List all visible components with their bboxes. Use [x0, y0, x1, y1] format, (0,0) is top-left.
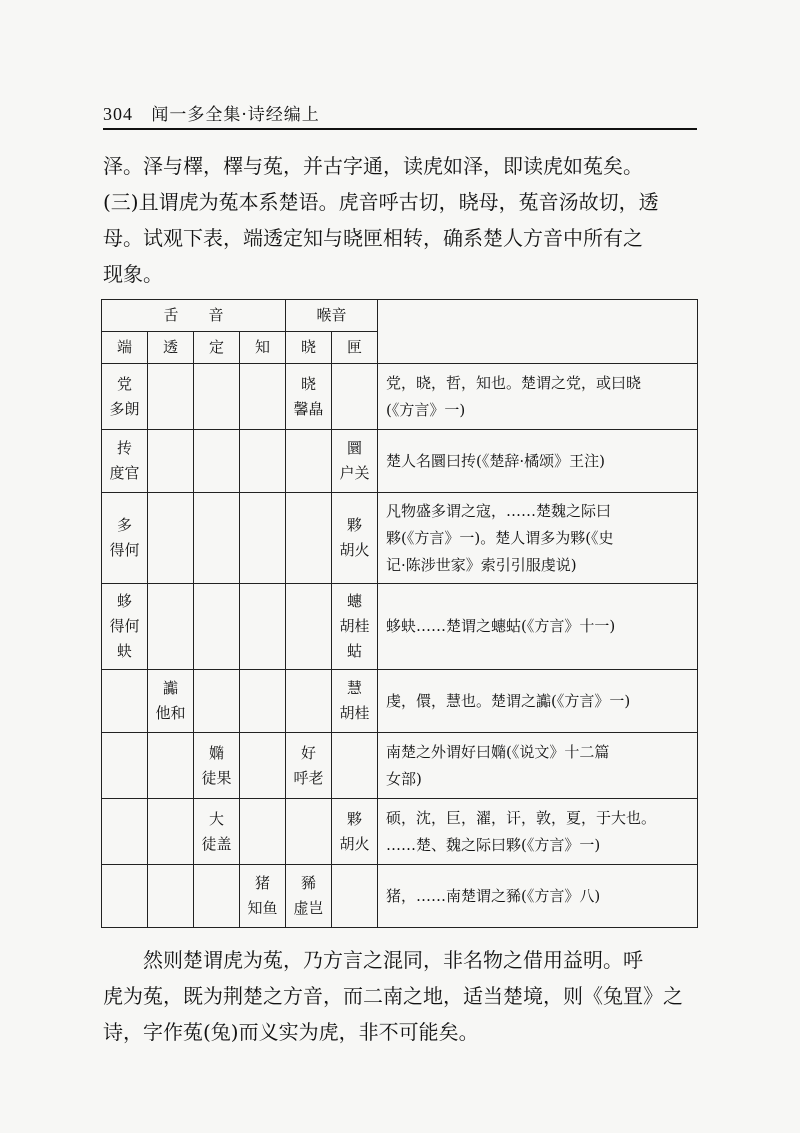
- closing-paragraph: [103, 942, 699, 1050]
- phonology-table: [101, 299, 698, 928]
- cell-text: 得何: [109, 617, 140, 635]
- explanation-text: 硕，沈，巨，濯，讦，敦，夏，于大也。: [386, 808, 657, 827]
- cell-text: 讟: [162, 679, 178, 697]
- cell-text: 得何: [109, 541, 140, 559]
- table-cell: [240, 865, 286, 928]
- group-header-throat: 喉音: [286, 300, 378, 332]
- table-cell: [148, 584, 194, 670]
- table-row: [102, 493, 698, 584]
- cell-text: 胡火: [339, 541, 370, 559]
- explanation-cell: [378, 493, 698, 584]
- explanation-text: 凡物盛多谓之寇，……楚魏之际曰: [386, 501, 612, 520]
- table-cell: [332, 733, 378, 799]
- table-cell: [332, 493, 378, 584]
- text-line: 泽。泽与檡，檡与菟，并古字通，读虎如泽，即读虎如菟矣。: [103, 154, 643, 178]
- table-cell: [332, 430, 378, 493]
- table-cell: [286, 799, 332, 865]
- table-cell: [194, 364, 240, 430]
- cell-text: 圜: [346, 439, 362, 457]
- table-cell: [194, 865, 240, 928]
- table-cell: [286, 493, 332, 584]
- table-cell: [102, 733, 148, 799]
- explanation-text: 楚人名圜曰抟(《楚辞·橘颂》王注): [386, 451, 605, 470]
- text-line: 母。试观下表，端透定知与晓匣相转，确系楚人方音中所有之: [103, 226, 643, 250]
- explanation-cell: [378, 364, 698, 430]
- cell-text: 多: [116, 516, 132, 534]
- group-header-row: [102, 300, 698, 332]
- cell-text: 夥: [346, 516, 362, 534]
- page-number: 304: [103, 104, 133, 124]
- cell-text: 馨皛: [293, 399, 324, 418]
- table-cell: [102, 430, 148, 493]
- explanation-text: ……楚、魏之际曰夥(《方言》一): [386, 835, 601, 854]
- column-header: 匣: [332, 332, 378, 364]
- cell-text: 好: [300, 743, 316, 762]
- table-row: [102, 670, 698, 733]
- table-cell: [240, 430, 286, 493]
- group-header-tongue: 舌 音: [102, 300, 286, 332]
- table-row: [102, 733, 698, 799]
- text-line: 虎为菟，既为荆楚之方音，而二南之地，适当楚境，则《兔罝》之: [103, 984, 683, 1008]
- table-cell: [194, 493, 240, 584]
- text-line: 现象。: [103, 262, 163, 286]
- table-cell: [332, 584, 378, 670]
- cell-text: 慧: [346, 679, 362, 697]
- table-cell: [102, 493, 148, 584]
- cell-text: 党: [116, 374, 132, 393]
- table-cell: [148, 799, 194, 865]
- table-cell: [148, 865, 194, 928]
- table-cell: [332, 799, 378, 865]
- explanation-text: 夥(《方言》一)。楚人谓多为夥(《史: [386, 528, 614, 547]
- table-cell: [194, 670, 240, 733]
- explanation-cell: [378, 865, 698, 928]
- cell-text: 抟: [116, 439, 132, 457]
- column-header: 定: [194, 332, 240, 364]
- table-cell: [102, 584, 148, 670]
- explanation-text: 党，晓，哲，知也。楚谓之党，或曰晓: [386, 373, 642, 392]
- table-cell: [194, 799, 240, 865]
- explanation-text: 记·陈涉世家》索引引服虔说): [386, 555, 577, 574]
- text-line: 诗，字作菟(兔)而义实为虎，非不可能矣。: [103, 1020, 479, 1044]
- cell-text: 虚岂: [293, 899, 324, 917]
- cell-text: 豨: [300, 874, 316, 892]
- explanation-text: 女部): [386, 769, 422, 788]
- cell-text: 蚗: [116, 642, 132, 660]
- table-cell: [148, 733, 194, 799]
- table-cell: [194, 584, 240, 670]
- table-cell: [148, 430, 194, 493]
- cell-text: 多朗: [109, 399, 140, 418]
- cell-text: 晓: [300, 374, 316, 393]
- cell-text: 徒果: [201, 768, 232, 787]
- cell-text: 胡桂: [339, 704, 370, 722]
- table-cell: [194, 430, 240, 493]
- explanation-text: 猪，……南楚谓之豨(《方言》八): [386, 886, 601, 905]
- cell-text: 大: [208, 809, 224, 828]
- table-cell: [332, 364, 378, 430]
- table-cell: [286, 364, 332, 430]
- explanation-header: [378, 300, 698, 364]
- text-line: 然则楚谓虎为菟，乃方言之混同，非名物之借用益明。呼: [143, 948, 643, 972]
- table-row: [102, 430, 698, 493]
- table-body: [102, 364, 698, 928]
- text-line: (三)且谓虎为菟本系楚语。虎音呼古切，晓母，菟音汤故切，透: [103, 190, 659, 214]
- cell-text: 知鱼: [247, 899, 278, 917]
- explanation-text: 虔，儇，慧也。楚谓之讟(《方言》一): [386, 691, 631, 710]
- explanation-cell: [378, 430, 698, 493]
- table-cell: [148, 364, 194, 430]
- explanation-text: 蛥蚗……楚谓之蟪蛄(《方言》十一): [386, 617, 616, 635]
- table-cell: [240, 493, 286, 584]
- table-cell: [240, 364, 286, 430]
- table-cell: [286, 430, 332, 493]
- header-rule: [103, 128, 697, 130]
- column-header: 端: [102, 332, 148, 364]
- cell-text: 蟪: [346, 592, 362, 610]
- cell-text: 户关: [339, 464, 370, 482]
- explanation-cell: [378, 799, 698, 865]
- column-header: 透: [148, 332, 194, 364]
- cell-text: 蛥: [116, 592, 132, 610]
- table-row: [102, 584, 698, 670]
- table-cell: [102, 865, 148, 928]
- cell-text: 猪: [254, 874, 270, 892]
- intro-paragraph: [103, 148, 699, 292]
- cell-text: 他和: [155, 704, 186, 722]
- table-cell: [102, 364, 148, 430]
- table-cell: [102, 799, 148, 865]
- table-cell: [286, 670, 332, 733]
- explanation-cell: [378, 733, 698, 799]
- table-row: [102, 799, 698, 865]
- explanation-text: (《方言》一): [386, 400, 466, 419]
- table-cell: [102, 670, 148, 733]
- column-header: 晓: [286, 332, 332, 364]
- table-cell: [286, 584, 332, 670]
- cell-text: 蛄: [346, 642, 362, 660]
- running-header: [103, 100, 320, 125]
- table-cell: [240, 799, 286, 865]
- explanation-cell: [378, 584, 698, 670]
- book-title: 闻一多全集·诗经编上: [151, 105, 320, 125]
- table-cell: [332, 865, 378, 928]
- table-cell: [240, 733, 286, 799]
- table-cell: [194, 733, 240, 799]
- cell-text: 嫷: [208, 743, 224, 762]
- cell-text: 徒盖: [201, 834, 232, 853]
- table-cell: [148, 493, 194, 584]
- table-row: [102, 865, 698, 928]
- explanation-cell: [378, 670, 698, 733]
- cell-text: 胡火: [339, 834, 370, 853]
- cell-text: 胡桂: [339, 617, 370, 635]
- cell-text: 呼老: [293, 768, 324, 787]
- explanation-text: 南楚之外谓好曰嫷(《说文》十二篇: [386, 742, 610, 761]
- table-cell: [148, 670, 194, 733]
- cell-text: 夥: [346, 809, 362, 828]
- table-row: [102, 364, 698, 430]
- table-cell: [286, 733, 332, 799]
- table-cell: [286, 865, 332, 928]
- column-header: 知: [240, 332, 286, 364]
- cell-text: 度官: [109, 464, 140, 482]
- table-cell: [240, 670, 286, 733]
- table-cell: [240, 584, 286, 670]
- table-cell: [332, 670, 378, 733]
